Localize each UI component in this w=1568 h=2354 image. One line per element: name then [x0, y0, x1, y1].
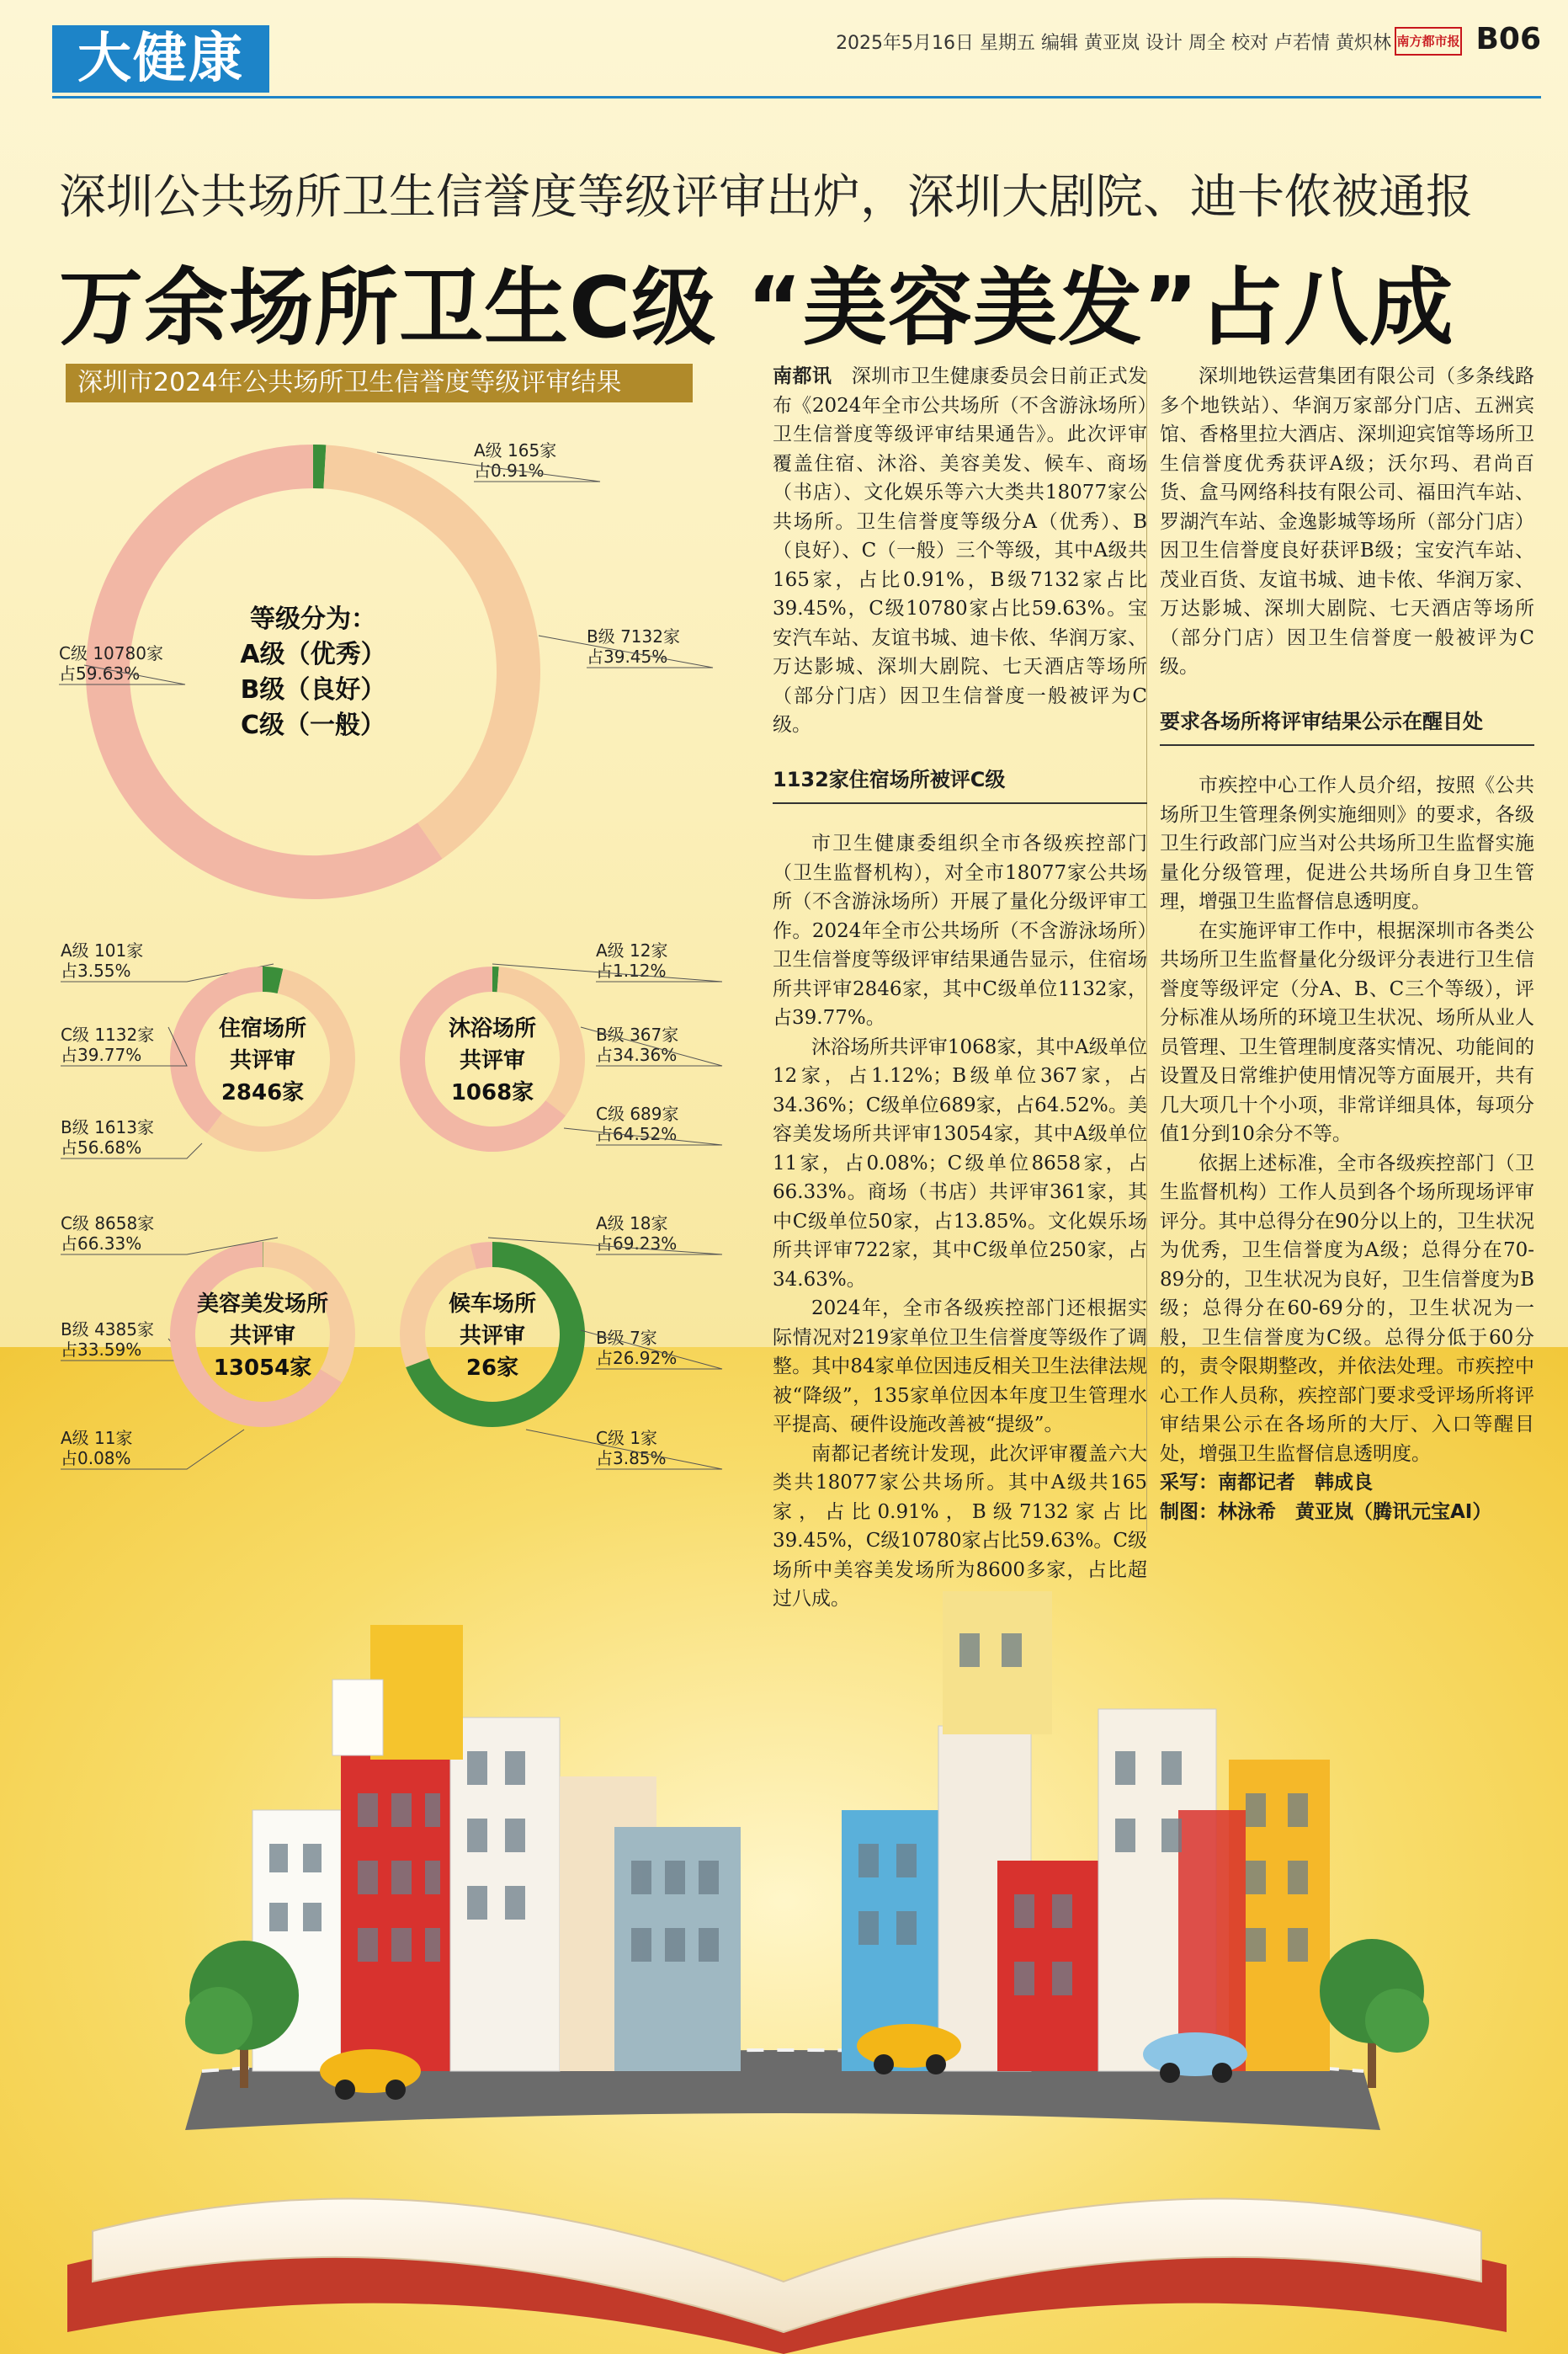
paragraph: 市卫生健康委组织全市各级疾控部门（卫生监督机构），对全市18077家公共场所（不含游泳场所）开展了量化分级评审工作。2024年全市公共场所（不含游泳场所）卫生信誉度等级评审结果通告显示，住宿场所共评审2846家，其中C级单位1132家，占39.77%。	[773, 833, 1147, 1029]
slice-percent: 占0.08%	[61, 1448, 131, 1468]
city-book-illustration	[0, 1524, 1568, 2354]
slice-percent: 占3.85%	[596, 1448, 667, 1468]
slice-percent: 占26.92%	[596, 1348, 678, 1368]
slice-percent: 占39.77%	[61, 1045, 142, 1065]
slice-percent: 占69.23%	[596, 1233, 678, 1254]
byline-graphics: 制图：林泳希 黄亚岚（腾讯元宝AI）	[1160, 1500, 1492, 1523]
slice-label: C级 1家	[596, 1428, 658, 1448]
paragraph: 在实施评审工作中，根据深圳市各类公共场所卫生监督量化分级评分表进行卫生信誉度等级评定（分A、B、C三个等级），评分标准从场所的环境卫生状况、场所从业人员管理、卫生管理制度落实情况、功能间的设置及日常维护使用情况等方面展开，共有几大项几十个小项，非常详细具体，每项分值1分到10余分不等。	[1160, 919, 1534, 1145]
building	[997, 1861, 1098, 2071]
headline-subtitle: 深圳公共场所卫生信誉度等级评审出炉，深圳大剧院、迪卡侬被通报	[59, 170, 1473, 225]
donut-center-text: 2846家	[221, 1080, 305, 1105]
slice-percent: 占1.12%	[596, 961, 667, 981]
slice-percent: 占33.59%	[61, 1339, 142, 1360]
slice-percent: 占34.36%	[596, 1045, 678, 1065]
donut-center-text: 共评审	[459, 1323, 526, 1349]
paragraph: 沐浴场所共评审1068家，其中A级单位12家，占1.12%；B级单位367家，占34.36%；C级单位689家，占64.52%。美容美发场所共评审13054家，其中A级单位11家，占0.08%；C级单位8658家，占66.33%。商场（书店）共评审361家，其中C级单位50家，占13.85%。文化娱乐场所共评审722家，其中C级单位250家，占34.63%。	[773, 1036, 1147, 1291]
slice-percent: 占64.52%	[596, 1124, 678, 1144]
slice-label: C级 1132家	[61, 1025, 155, 1045]
headline-title: 万余场所卫生C级 “美容美发”占八成	[59, 258, 1454, 357]
paragraph-text: 深圳市卫生健康委员会日前正式发布《2024年全市公共场所（不含游泳场所）卫生信誉度等级评审结果通告》。此次评审覆盖住宿、沐浴、美容美发、候车、商场（书店）、文化娱乐等六大类共18077家公共场所。卫生信誉度等级分A（优秀）、B（良好）、C（一般）三个等级，其中A级共165家，占比0.91%，B级7132家占比39.45%，C级10780家占比59.63%。宝安汽车站、友谊书城、迪卡侬、华润万家、万达影城、深圳大剧院、七天酒店等场所（部分门店）因卫生信誉度一般被评为C级。	[773, 365, 1148, 736]
slice-label: B级 1613家	[61, 1117, 154, 1137]
newspaper-logo: 南方都市报	[1395, 27, 1462, 56]
slice-label: A级 18家	[596, 1213, 668, 1233]
paragraph	[773, 362, 1147, 740]
donut-center-text: 美容美发场所	[196, 1292, 329, 1317]
donut-chart-1	[59, 440, 713, 877]
section-heading: 1132家住宿场所被评C级	[773, 765, 1147, 805]
slice-percent: 占66.33%	[61, 1233, 142, 1254]
donut-center-text: 候车场所	[448, 1292, 537, 1317]
article-column-1	[773, 362, 1147, 1614]
section-badge: 大健康	[52, 25, 269, 93]
slice-percent: 占59.63%	[59, 663, 141, 684]
slice-C级	[108, 466, 430, 877]
building	[370, 1625, 463, 1760]
byline-writer: 采写：南都记者 韩成良	[1160, 1472, 1373, 1494]
chart-title: 深圳市2024年公共场所卫生信誉度等级评审结果	[66, 364, 693, 402]
slice-label: A级 101家	[61, 940, 144, 961]
donut-center-text: A级（优秀）	[240, 640, 386, 669]
paragraph: 南都记者统计发现，此次评审覆盖六大类共18077家公共场所。其中A级共165家，占比0.91%，B级7132家占比39.45%，C级10780家占比59.63%。C级场所中美容美发场所为8600多家，占比超过八成。	[773, 1442, 1147, 1610]
slice-percent: 占0.91%	[474, 461, 545, 481]
donut-center-text: 沐浴场所	[448, 1016, 537, 1041]
paragraph: 依据上述标准，全市各级疾控部门（卫生监督机构）工作人员到各个场所现场评审评分。其中总得分在90分以上的，卫生状况为优秀，卫生信誉度为A级；总得分在70-89分的，卫生状况为良好，卫生信誉度为B级；总得分在60-69分的，卫生状况为一般，卫生信誉度为C级。总得分低于60分的，责令限期整改，并依法处理。市疾控中心工作人员称，疾控部门要求受评场所将评审结果公示在各场所的大厅、入口等醒目处，增强卫生监督信息透明度。	[1160, 1152, 1534, 1465]
paragraph: 2024年，全市各级疾控部门还根据实际情况对219家单位卫生信誉度等级作了调整。其中84家单位因违反相关卫生法律法规被“降级”，135家单位因本年度卫生管理水平提高、硬件设施改善被“提级”。	[773, 1297, 1147, 1435]
donut-center-text: 1068家	[450, 1080, 534, 1105]
donut-chart-3	[412, 940, 722, 1145]
header-rule	[52, 96, 1541, 99]
donut-center-text: 26家	[465, 1355, 519, 1381]
slice-percent: 占39.45%	[587, 647, 668, 667]
slice-percent: 占3.55%	[61, 961, 131, 981]
donut-center-text: B级（良好）	[240, 675, 386, 705]
slice-label: C级 8658家	[61, 1213, 155, 1233]
donut-chart-5	[412, 1213, 722, 1469]
dateline: 南都讯	[773, 365, 832, 387]
slice-label: A级 12家	[596, 940, 668, 961]
slice-label: C级 10780家	[59, 643, 163, 663]
slice-label: B级 367家	[596, 1025, 679, 1045]
donut-charts	[0, 404, 741, 1524]
slice-label: B级 7132家	[587, 626, 680, 647]
donut-chart-2	[61, 940, 343, 1158]
page-number: B06	[1475, 22, 1541, 56]
building	[943, 1591, 1052, 1734]
slice-C级	[473, 1254, 492, 1257]
slice-A级	[263, 979, 280, 981]
issue-meta: 2025年5月16日 星期五 编辑 黄亚岚 设计 周全 校对 卢若情 黄炽林	[836, 33, 1391, 54]
donut-center-text: 共评审	[229, 1323, 296, 1349]
donut-center-text: 13054家	[213, 1355, 312, 1381]
donut-center-text: 共评审	[229, 1048, 296, 1073]
section-heading: 要求各场所将评审结果公示在醒目处	[1160, 707, 1534, 747]
donut-center-text: 住宿场所	[218, 1016, 307, 1041]
paragraph: 深圳地铁运营集团有限公司（多条线路多个地铁站）、华润万家部分门店、五洲宾馆、香格里拉大酒店、深圳迎宾馆等场所卫生信誉度优秀获评A级；沃尔玛、君尚百货、盒马网络科技有限公司、福田汽车站、罗湖汽车站、金逸影城等场所（部分门店）因卫生信誉度良好获评B级；宝安汽车站、茂业百货、友谊书城、迪卡侬、华润万家、万达影城、深圳大剧院、七天酒店等场所（部分门店）因卫生信誉度一般被评为C级。	[1160, 365, 1534, 678]
slice-label: A级 165家	[474, 440, 557, 461]
donut-center-text: 等级分为：	[250, 604, 376, 634]
article-column-2	[1160, 362, 1534, 1526]
donut-center-text: 共评审	[459, 1048, 526, 1073]
slice-label: A级 11家	[61, 1428, 133, 1448]
donut-chart-4	[61, 1213, 343, 1469]
donut-center-text: C级（一般）	[240, 711, 386, 740]
slice-percent: 占56.68%	[61, 1137, 142, 1158]
slice-label: C级 689家	[596, 1104, 679, 1124]
paragraph: 市疾控中心工作人员介绍，按照《公共场所卫生管理条例实施细则》的要求，各级卫生行政部门应当对公共场所卫生监督实施量化分级管理，促进公共场所自身卫生管理，增强卫生监督信息透明度。	[1160, 775, 1534, 913]
slice-label: B级 7家	[596, 1328, 657, 1348]
slice-label: B级 4385家	[61, 1319, 154, 1339]
